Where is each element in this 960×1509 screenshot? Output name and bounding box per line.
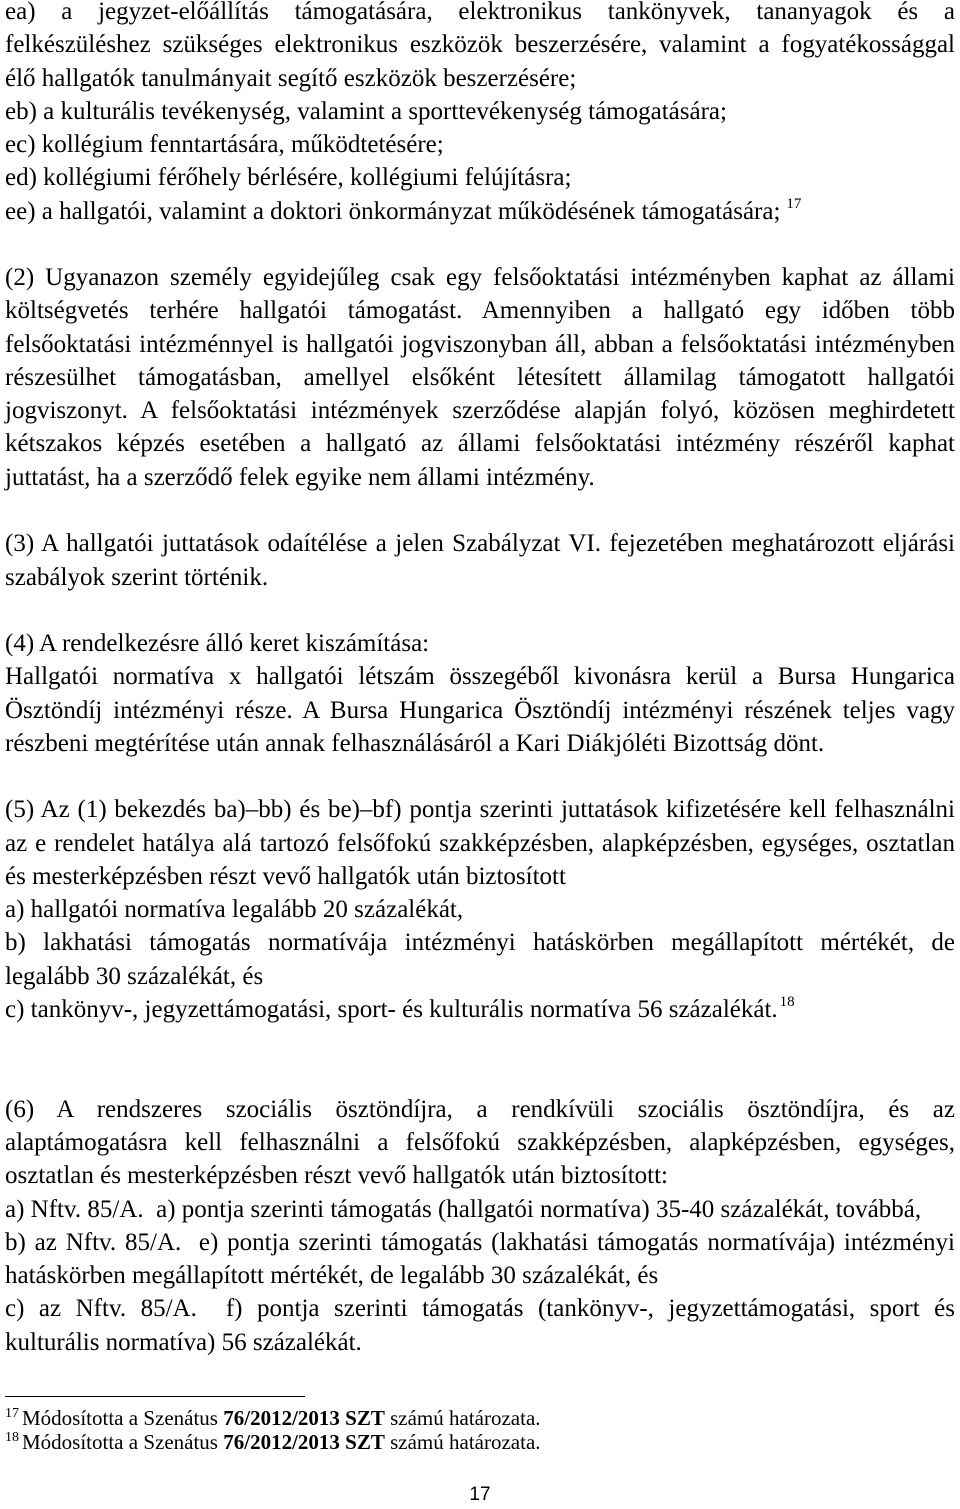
text-line: Hallgatói normatíva x hallgatói létszám összegéből kivonásra kerül a Bursa Hungarica [5, 663, 955, 691]
line-text: ee) a hallgatói, valamint a doktori önkormányzat működésének támogatására; [5, 197, 781, 225]
paragraph-3 [5, 527, 955, 594]
text-line: ea) a jegyzet-előállítás támogatására, elektronikus tankönyvek, tananyagok és a [5, 0, 955, 25]
text-line: és mesterképzésben részt vevő hallgatók után biztosított [5, 862, 566, 890]
text-line: eb) a kulturális tevékenység, valamint a sporttevékenység támogatására; [5, 97, 727, 125]
list-e [5, 0, 955, 228]
footnote-18 [5, 1430, 905, 1454]
text-line: (4) A rendelkezésre álló keret kiszámítása: [5, 630, 430, 658]
text-line: felsőoktatási intézménnyel is hallgatói jogviszonyban áll, abban a felsőoktatási intézményben [5, 330, 955, 358]
text-line: jogviszonyt. A felsőoktatási intézmények szerződése alapján folyó, közösen meghirdetett [5, 397, 955, 425]
paragraph-6 [5, 1093, 955, 1359]
footnote-decision-number: 76/2012/2013 SZT [223, 1406, 385, 1430]
text-line [5, 195, 955, 228]
text-line: Ösztöndíj intézményi része. A Bursa Hungarica Ösztöndíj intézményi részének teljes vagy [5, 696, 955, 724]
text-line: az e rendelet hatálya alá tartozó felsőfokú szakképzésben, alapképzésben, egységes, osztatlan [5, 829, 955, 857]
text-line: a) Nftv. 85/A. a) pontja szerinti támogatás (hallgatói normatíva) 35-40 százalékát, továbbá, [5, 1195, 922, 1223]
footnote-number: 18 [5, 1430, 19, 1445]
footnote-ref-17: 17 [786, 195, 802, 212]
text-line: juttatást, ha a szerződő felek egyike nem állami intézmény. [5, 463, 595, 491]
footnote-ref-18: 18 [779, 993, 795, 1010]
text-line: hatáskörben megállapított mértékét, de legalább 30 százalékát, és [5, 1262, 659, 1290]
text-line: kétszakos képzés esetében a hallgató az állami felsőoktatási intézmény részéről kaphat [5, 430, 955, 458]
paragraph-2 [5, 261, 955, 494]
paragraph-4 [5, 627, 955, 760]
text-line: (5) Az (1) bekezdés ba)–bb) és be)–bf) pontja szerinti juttatások kifizetésére kell felhasználni [5, 796, 955, 824]
page-number: 17 [469, 1484, 491, 1505]
footnote-text: számú határozata. [384, 1406, 541, 1430]
text-line: költségvetés terhére hallgatói támogatást. Amennyiben a hallgató egy időben több [5, 297, 955, 325]
footnotes [5, 1406, 905, 1454]
text-line: a) hallgatói normatíva legalább 20 százalékát, [5, 896, 464, 924]
text-line: ed) kollégiumi férőhely bérlésére, kollégiumi felújításra; [5, 164, 572, 192]
text-line: osztatlan és mesterképzésben részt vevő hallgatók után biztosított: [5, 1162, 668, 1190]
text-line: ec) kollégium fenntartására, működtetésére; [5, 131, 444, 159]
text-line: c) az Nftv. 85/A. f) pontja szerinti támogatás (tankönyv-, jegyzettámogatási, sport és [5, 1295, 955, 1323]
text-line: élő hallgatók tanulmányait segítő eszközök beszerzésére; [5, 64, 577, 92]
text-line: alaptámogatásra kell felhasználni a felsőfokú szakképzésben, alapképzésben, egységes, [5, 1129, 955, 1157]
text-line: részbeni megtérítése után annak felhasználásáról a Kari Diákjóléti Bizottság dönt. [5, 729, 825, 757]
text-line: (3) A hallgatói juttatások odaítélése a jelen Szabályzat VI. fejezetében meghatározott eljárási [5, 530, 955, 558]
footnote-text: számú határozata. [384, 1430, 541, 1454]
text-line: kulturális normatíva) 56 százalékát. [5, 1328, 362, 1356]
text-line: szabályok szerint történik. [5, 563, 269, 591]
paragraph-5 [5, 793, 955, 1026]
text-line: (6) A rendszeres szociális ösztöndíjra, a rendkívüli szociális ösztöndíjra, és az [5, 1095, 955, 1123]
text-line: b) az Nftv. 85/A. e) pontja szerinti támogatás (lakhatási támogatás normatívája) intézményi [5, 1228, 955, 1256]
footnote-decision-number: 76/2012/2013 SZT [223, 1430, 385, 1454]
text-line: részesülhet támogatásban, amellyel elsőként létesített államilag támogatott hallgatói [5, 363, 955, 391]
footnote-number: 17 [5, 1406, 19, 1421]
line-text: c) tankönyv-, jegyzettámogatási, sport- és kulturális normatíva 56 százalékát. [5, 995, 778, 1023]
footnote-separator [5, 1396, 305, 1397]
text-line [5, 993, 955, 1026]
footnote-text: Módosította a Szenátus [22, 1430, 224, 1454]
text-line: legalább 30 százalékát, és [5, 962, 264, 990]
text-line: (2) Ugyanazon személy egyidejűleg csak egy felsőoktatási intézményben kaphat az állami [5, 264, 955, 292]
footnote-17 [5, 1406, 905, 1430]
footnote-text: Módosította a Szenátus [22, 1406, 224, 1430]
text-line: b) lakhatási támogatás normatívája intézményi hatáskörben megállapított mértékét, de [5, 929, 955, 957]
document-body [5, 0, 955, 1359]
text-line: felkészüléshez szükséges elektronikus eszközök beszerzésére, valamint a fogyatékossággal [5, 31, 955, 59]
